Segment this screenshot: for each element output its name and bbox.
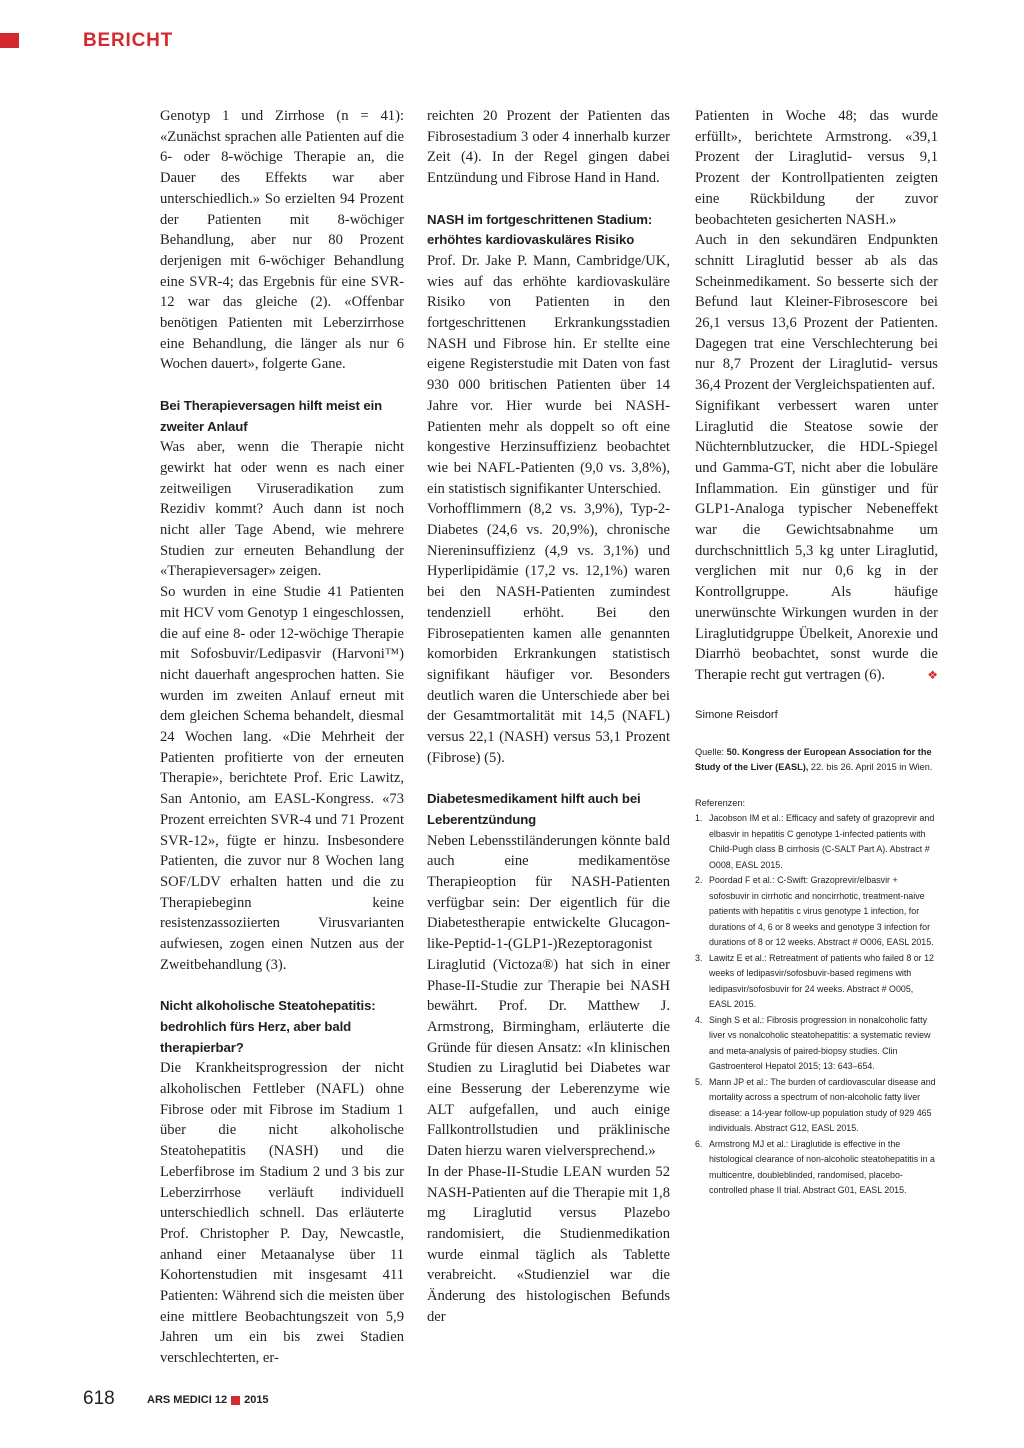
section-marker <box>0 33 19 48</box>
article-column-1 <box>160 106 404 1369</box>
footer-square-icon <box>231 1396 240 1405</box>
journal-year: 2015 <box>244 1394 269 1406</box>
subheading: Diabetesmedikament hilft auch bei Leberentzündung <box>427 791 641 827</box>
paragraph: Vorhofflimmern (8,2 vs. 3,9%), Typ-2-Diabetes (24,6 vs. 20,9%), chronische Niereninsuffizienz (4,9 vs. 3,1%) und Hyperlipidämie (17,2 vs. 12,1%) waren bei den NASH-Patienten zumindest tendenziell erhöht. Bei den Fibrosepatienten kamen alle genannten komorbiden Erkrankungen statistisch signifikant häufiger vor. Besonders deutlich waren die Unterschiede aber bei der Gesamtmortalität mit 14,5 (NAFL) versus 22,1 (NASH) versus 53,1 Prozent (Fibrose) (5). <box>427 501 670 766</box>
reference-item <box>695 1075 938 1137</box>
paragraph <box>695 396 938 686</box>
subheading: NASH im fortgeschrittenen Stadium: erhöhtes kardiovaskuläres Risiko <box>427 211 653 248</box>
reference-text: Poordad F et al.: C-Swift: Grazoprevir/elbasvir + sofosbuvir in cirrhotic and noncirrhotic, treatment-naive patients with hepatitis c virus genotype 1 infection, for durations of 4, 6 or 8 weeks and genotype 3 infection for durations of 8 or 12 weeks. Abstract # O006, EASL 2015. <box>709 875 934 948</box>
article-column-3 <box>695 106 938 1199</box>
reference-number: 3. <box>695 952 703 963</box>
page-number: 618 <box>83 1388 115 1409</box>
reference-item <box>695 1013 938 1075</box>
references-title: Referenzen: <box>695 797 746 808</box>
reference-number: 2. <box>695 875 703 886</box>
journal-footer <box>147 1393 269 1407</box>
reference-number: 6. <box>695 1138 703 1149</box>
source-note <box>695 745 938 776</box>
paragraph-text: Signifikant verbessert waren unter Liraglutid die Steatose sowie der Nüchternblutzucker, die HDL-Spiegel und Gamma-GT, nicht aber die lobuläre Inflammation. Ein günstiger und für GLP1-Analoga typischer Nebeneffekt war die Gewichtsabnahme um durchschnittlich 5,3 kg unter Liraglutid, verglichen mit nur 0,6 kg in der Kontrollgruppe. Als häufige unerwünschte Wirkungen wurden in der Liraglutidgruppe Übelkeit, Anorexie und Diarrhö beobachtet, sonst wurde die Therapie recht gut vertragen (6). <box>695 397 938 683</box>
source-date: 22. bis 26. April 2015 in Wien. <box>808 762 933 773</box>
paragraph: Auch in den sekundären Endpunkten schnitt Liraglutid besser ab als das Scheinmedikament. So besserte sich der Befund laut Kleiner-Fibrosescore bei 26,1 versus 13,6 Prozent der Patienten. Dagegen trat eine Verschlechterung bei nur 8,7 Prozent der Liraglutid- versus 36,4 Prozent der Vergleichspatienten auf. <box>695 232 938 394</box>
paragraph: So wurden in eine Studie 41 Patienten mit HCV vom Genotyp 1 eingeschlossen, die auf eine 8- oder 12-wöchige Therapie mit Sofosbuvir/Ledipasvir (Harvoni™) nicht dauerhaft angesprochen hatten. Sie wurden im zweiten Anlauf erneut mit dem gleichen Schema behandelt, diesmal 24 Wochen lang. «Die Mehrheit der Patienten profitierte von der erneuten Therapie», berichtete Prof. Eric Lawitz, San Antonio, am EASL-Kongress. «73 Prozent erreichten SVR-4 und 71 Prozent SVR-12», fügte er hinzu. Insbesondere Patienten, die zuvor nur 8 Wochen lang SOF/LDV erhalten hatten und die zu Therapiebeginn keine resistenzassoziierten Virusvarianten aufwiesen, zogen einen Nutzen aus der Zweitbehandlung (3). <box>160 584 404 973</box>
subheading: Nicht alkoholische Steatohepatitis: bedrohlich fürs Herz, aber bald therapierbar? <box>160 998 376 1055</box>
reference-number: 5. <box>695 1076 703 1087</box>
reference-text: Singh S et al.: Fibrosis progression in nonalcoholic fatty liver vs nonalcoholic steatohepatitis: a systematic review and meta-analysis of paired-biopsy studies. Clin Gastroenterol Hepatol 2015; 13: 643–654. <box>709 1014 931 1072</box>
reference-text: Armstrong MJ et al.: Liraglutide is effective in the histological clearance of non-alcoholic steatohepatitis in a multicentre, doubleblinded, randomised, placebo-controlled phase II trial. Abstract G01, EASL 2015. <box>709 1138 935 1196</box>
article-column-2 <box>427 106 670 1327</box>
reference-text: Lawitz E et al.: Retreatment of patients who failed 8 or 12 weeks of ledipasvir/sofosbuvir-based regimens with ledipasvir/sofosbuvir for 24 weeks. Abstract # O005, EASL 2015. <box>709 952 934 1010</box>
paragraph: Neben Lebensstiländerungen könnte bald auch eine medikamentöse Therapieoption für NASH-Patienten verfügbar sein: Der eigentlich für die Diabetestherapie entwickelte Glucagon-like-Peptid-1-(GLP1-)Rezeptoragonist Liraglutid (Victoza®) hat sich in einer Phase-II-Studie zur Therapie bei NASH bewährt. Prof. Dr. Matthew J. Armstrong, Birmingham, erläuterte die Gründe für diesen Ansatz: «In klinischen Studien zu Liraglutid bei Diabetes war eine Besserung der Leberenzyme wie ALT aufgefallen, und auch einige Fallkontrollstudien und präklinische Daten hierzu waren vielversprechend.» <box>427 832 670 1160</box>
reference-text: Jacobson IM et al.: Efficacy and safety of grazoprevir and elbasvir in hepatitis C genotype 1-infected patients with Child-Pugh class B cirrhosis (C-SALT Part A). Abstract # O008, EASL 2015. <box>709 813 935 870</box>
article-end-icon: ❖ <box>927 667 938 682</box>
paragraph: reichten 20 Prozent der Patienten das Fibrosestadium 3 oder 4 innerhalb kurzer Zeit (4). In der Regel gingen dabei Entzündung und Fibrose Hand in Hand. <box>427 108 670 187</box>
reference-item <box>695 811 938 873</box>
reference-number: 1. <box>695 813 703 824</box>
reference-item <box>695 951 938 1013</box>
section-label: BERICHT <box>83 30 174 51</box>
paragraph: In der Phase-II-Studie LEAN wurden 52 NASH-Patienten auf die Therapie mit 1,8 mg Liraglutid versus Plazebo randomisiert, die Studienmedikation wurde einmal täglich als Tablette verabreicht. «Studienziel war die Änderung des histologischen Befunds der <box>427 1163 670 1325</box>
paragraph: Patienten in Woche 48; das wurde erfüllt», berichtete Armstrong. «39,1 Prozent der Liraglutid- versus 9,1 Prozent der Kontrollpatienten zeigten eine Rückbildung der zuvor beobachteten gesicherten NASH.» <box>695 108 938 228</box>
reference-list <box>695 811 938 1199</box>
source-congress: 50. Kongress der European Association for the Study of the Liver (EASL), <box>695 746 932 773</box>
paragraph: Die Krankheitsprogression der nicht alkoholischen Fettleber (NAFL) ohne Fibrose oder mit Fibrose im Stadium 1 über die nicht alkoholische Steatohepatitis (NASH) und die Leberfibrose im Stadium 2 und 3 bis zur Leberzirrhose verläuft individuell unterschiedlich schnell. Das erläuterte Prof. Christopher P. Day, Newcastle, anhand einer Metaanalyse über 11 Kohortenstudien mit insgesamt 411 Patienten: Während sich die meisten über eine mittlere Beobachtungszeit von 5,9 Jahren um ein bis zwei Stadien verschlechterten, er- <box>160 1060 404 1367</box>
reference-item <box>695 1137 938 1199</box>
subheading: Bei Therapieversagen hilft meist ein zweiter Anlauf <box>160 397 383 434</box>
paragraph: Prof. Dr. Jake P. Mann, Cambridge/UK, wies auf das erhöhte kardiovaskuläre Risiko von Patienten in den fortgeschrittenen Erkrankungsstadien NASH und Fibrose hin. Er stellte eine eigene Registerstudie mit Daten von fast 930 000 britischen Patienten über 14 Jahre vor. Hier wurde bei NASH-Patienten mehr als doppelt so oft eine kongestive Herzinsuffizienz beobachtet wie bei NAFL-Patienten (9,0 vs. 3,8%), ein statistisch signifikanter Unterschied. <box>427 252 670 497</box>
journal-name: ARS MEDICI 12 <box>147 1394 228 1406</box>
reference-text: Mann JP et al.: The burden of cardiovascular disease and mortality across a spectrum of non-alcoholic fatty liver disease: a 14-year follow-up population study of 929 465 individuals. Abstract G12, EASL 2015. <box>709 1076 936 1134</box>
source-prefix: Quelle: <box>695 746 727 757</box>
reference-item <box>695 873 938 951</box>
reference-number: 4. <box>695 1014 703 1025</box>
author-name: Simone Reisdorf <box>695 708 778 721</box>
paragraph: Was aber, wenn die Therapie nicht gewirkt hat oder wenn es nach einer zeitweiligen Viruseradikation zum Rezidiv kommt? Auch dann ist noch nicht aller Tage Abend, wie mehrere Studien zur erneuten Behandlung der «Therapieversager» zeigen. <box>160 439 404 580</box>
paragraph: Genotyp 1 und Zirrhose (n = 41): «Zunächst sprachen alle Patienten auf die 6- oder 8-wöchige Therapie an, die Dauer des Effekts war aber unterschiedlich.» So erzielten 94 Prozent der Patienten mit 8-wöchiger Behandlung, aber nur 80 Prozent derjenigen mit 6-wöchiger Behandlung eine SVR-4; das Ergebnis für eine SVR-12 war das gleiche (2). «Offenbar benötigen Patienten mit Leberzirrhose eine Behandlung, die länger als nur 6 Wochen dauert», folgerte Gane. <box>160 108 404 373</box>
